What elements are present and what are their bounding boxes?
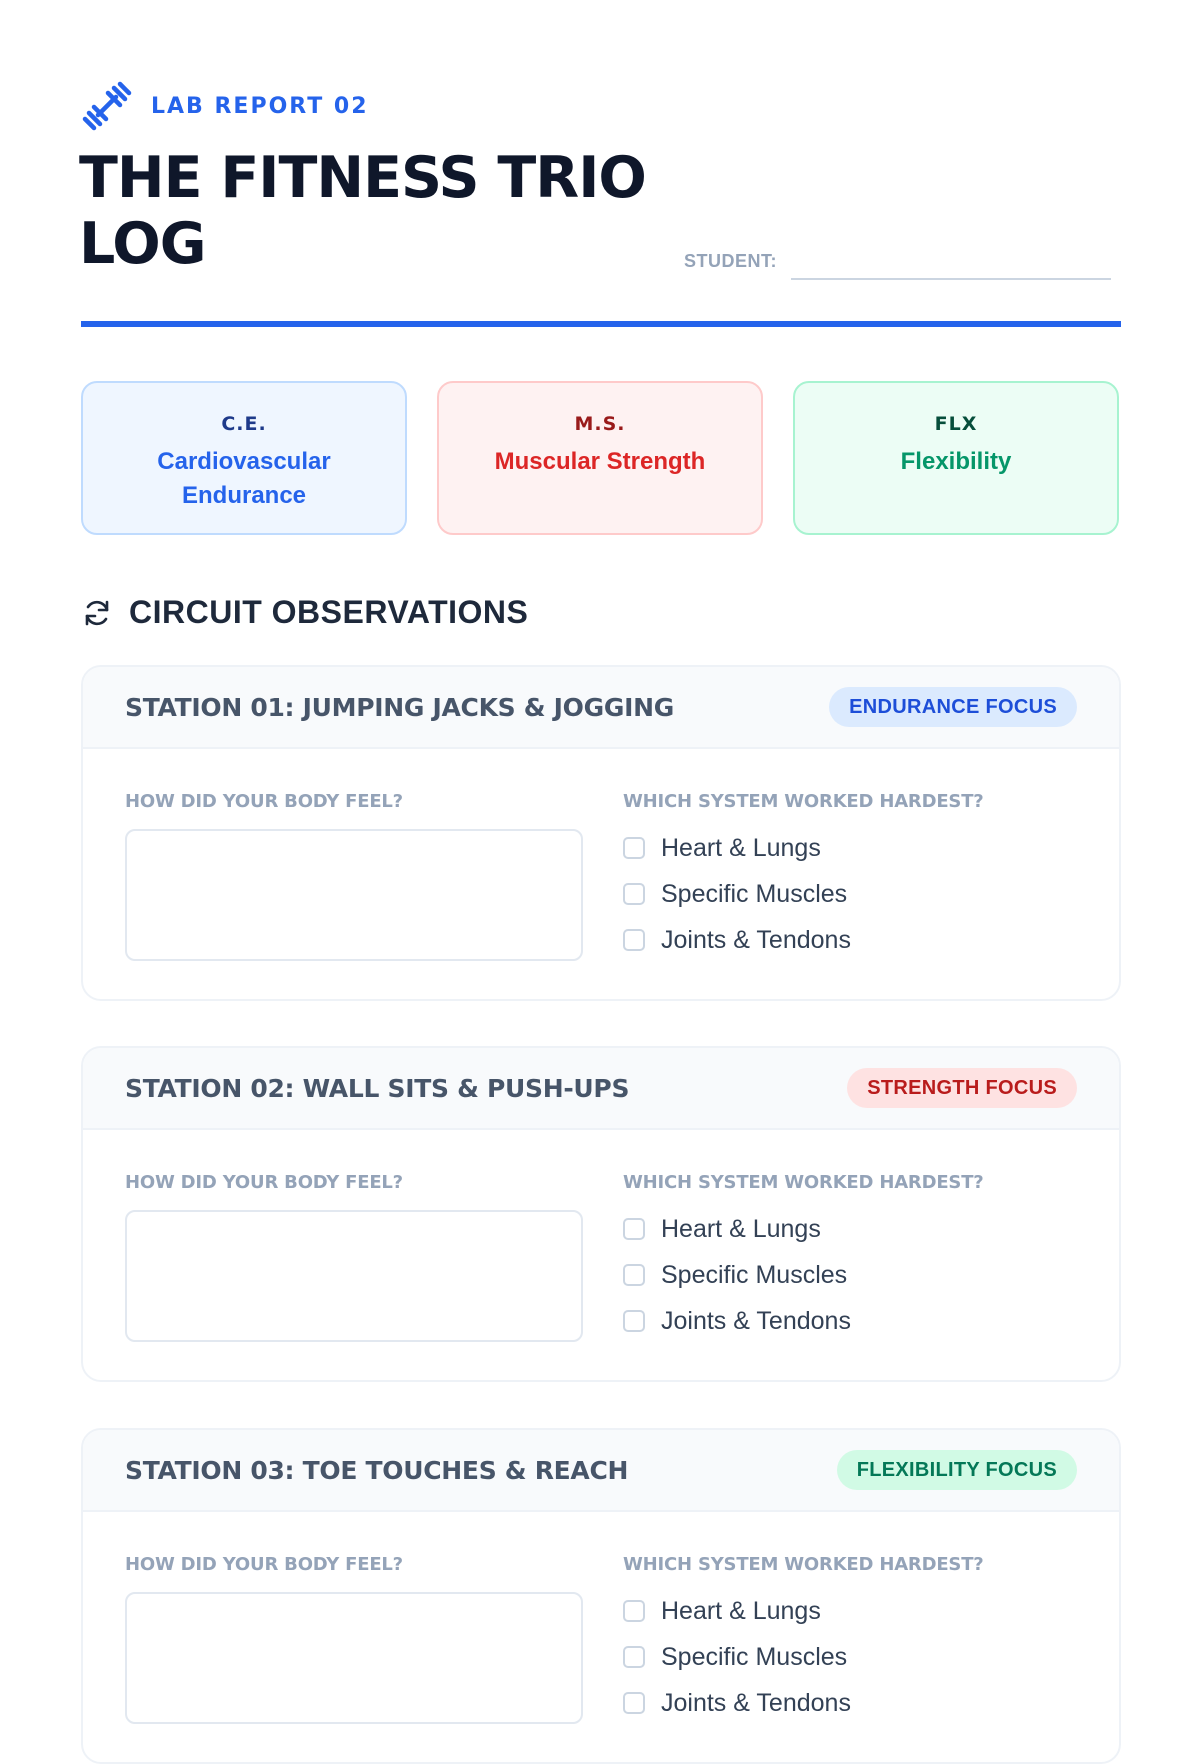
option-label: Specific Muscles	[661, 879, 848, 908]
checkbox[interactable]	[623, 837, 645, 859]
student-field	[684, 240, 1111, 280]
option-specific-muscles[interactable]	[623, 1634, 851, 1680]
station-title: STATION 01: JUMPING JACKS & JOGGING	[125, 692, 674, 722]
option-heart-lungs[interactable]	[623, 1206, 851, 1252]
component-name: Cardiovascular Endurance	[157, 448, 331, 509]
checkbox[interactable]	[623, 1310, 645, 1332]
report-number: LAB REPORT 02	[151, 93, 369, 119]
option-label: Heart & Lungs	[661, 1214, 821, 1243]
system-question: WHICH SYSTEM WORKED HARDEST?	[623, 1554, 984, 1575]
report-eyebrow	[81, 80, 369, 132]
student-input[interactable]	[791, 240, 1111, 280]
feel-response-box[interactable]	[125, 1592, 583, 1724]
system-options	[623, 1206, 851, 1344]
option-label: Heart & Lungs	[661, 1596, 821, 1625]
component-abbr: FLX	[934, 413, 978, 435]
option-joints-tendons[interactable]	[623, 917, 851, 963]
component-card-flexibility	[793, 381, 1119, 535]
checkbox[interactable]	[623, 1264, 645, 1286]
option-label: Joints & Tendons	[661, 1306, 851, 1335]
system-options	[623, 1588, 851, 1726]
page-title: THE FITNESS TRIO LOG	[79, 145, 646, 277]
station-title: STATION 02: WALL SITS & PUSH-UPS	[125, 1073, 630, 1103]
student-label: STUDENT:	[684, 251, 777, 271]
component-name: Flexibility	[900, 448, 1012, 475]
station-body	[83, 1512, 1119, 1762]
option-label: Heart & Lungs	[661, 833, 821, 862]
station-header	[83, 1048, 1119, 1130]
station-card	[81, 1428, 1121, 1764]
option-heart-lungs[interactable]	[623, 1588, 851, 1634]
feel-question: HOW DID YOUR BODY FEEL?	[125, 791, 403, 812]
feel-question: HOW DID YOUR BODY FEEL?	[125, 1172, 403, 1193]
option-label: Joints & Tendons	[661, 1688, 851, 1717]
checkbox[interactable]	[623, 1218, 645, 1240]
station-header	[83, 1430, 1119, 1512]
option-heart-lungs[interactable]	[623, 825, 851, 871]
checkbox[interactable]	[623, 1600, 645, 1622]
focus-badge: FLEXIBILITY FOCUS	[837, 1450, 1077, 1490]
checkbox[interactable]	[623, 1646, 645, 1668]
checkbox[interactable]	[623, 929, 645, 951]
component-card-endurance	[81, 381, 407, 535]
refresh-icon	[81, 597, 113, 629]
component-card-strength	[437, 381, 763, 535]
focus-badge: ENDURANCE FOCUS	[829, 687, 1077, 727]
component-abbr: C.E.	[221, 413, 267, 435]
option-label: Specific Muscles	[661, 1642, 848, 1671]
focus-badge: STRENGTH FOCUS	[847, 1068, 1077, 1108]
section-heading	[81, 594, 528, 631]
checkbox[interactable]	[623, 883, 645, 905]
dumbbell-icon	[81, 80, 133, 132]
option-specific-muscles[interactable]	[623, 1252, 851, 1298]
component-name: Muscular Strength	[494, 448, 706, 475]
system-question: WHICH SYSTEM WORKED HARDEST?	[623, 791, 984, 812]
checkbox[interactable]	[623, 1692, 645, 1714]
system-question: WHICH SYSTEM WORKED HARDEST?	[623, 1172, 984, 1193]
option-joints-tendons[interactable]	[623, 1680, 851, 1726]
feel-response-box[interactable]	[125, 829, 583, 961]
option-label: Joints & Tendons	[661, 925, 851, 954]
feel-response-box[interactable]	[125, 1210, 583, 1342]
system-options	[623, 825, 851, 963]
component-abbr: M.S.	[574, 413, 626, 435]
header-divider	[81, 321, 1121, 327]
section-title: CIRCUIT OBSERVATIONS	[129, 594, 529, 630]
option-specific-muscles[interactable]	[623, 871, 851, 917]
option-label: Specific Muscles	[661, 1260, 848, 1289]
station-title: STATION 03: TOE TOUCHES & REACH	[125, 1455, 629, 1485]
station-body	[83, 749, 1119, 999]
station-card	[81, 1046, 1121, 1382]
station-header	[83, 667, 1119, 749]
station-body	[83, 1130, 1119, 1380]
option-joints-tendons[interactable]	[623, 1298, 851, 1344]
feel-question: HOW DID YOUR BODY FEEL?	[125, 1554, 403, 1575]
station-card	[81, 665, 1121, 1001]
